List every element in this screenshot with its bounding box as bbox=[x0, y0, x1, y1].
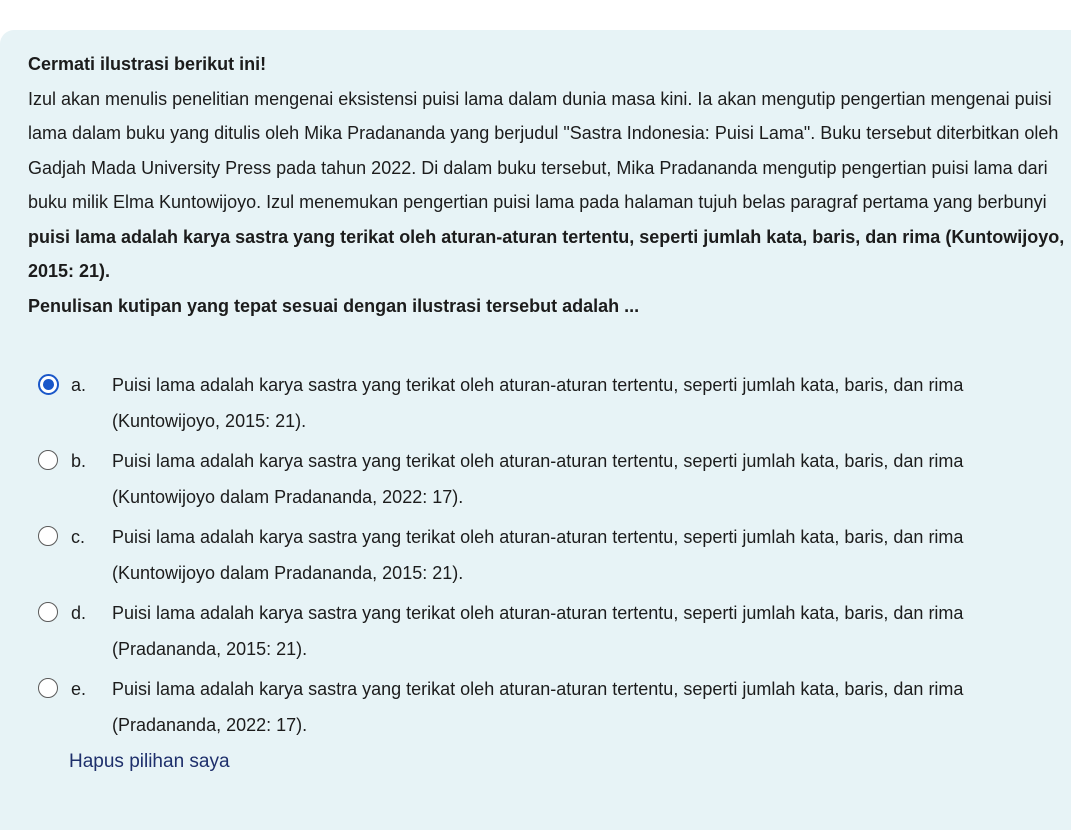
question-heading: Cermati ilustrasi berikut ini! bbox=[28, 54, 267, 74]
option-letter: d. bbox=[71, 603, 87, 623]
option-b[interactable] bbox=[38, 443, 1038, 519]
question-block bbox=[28, 47, 1068, 323]
radio-option-b[interactable] bbox=[38, 450, 58, 470]
radio-option-a[interactable] bbox=[38, 374, 59, 395]
option-a[interactable] bbox=[38, 367, 1038, 443]
option-text: Puisi lama adalah karya sastra yang terikat oleh aturan-aturan tertentu, seperti jumlah kata, baris, dan rima (Kuntowijoyo dalam Pradananda, 2015: 21). bbox=[112, 527, 964, 583]
question-body bbox=[28, 82, 1068, 289]
option-c[interactable] bbox=[38, 519, 1038, 595]
option-letter: b. bbox=[71, 451, 87, 471]
option-d[interactable] bbox=[38, 595, 1038, 671]
question-prompt: Penulisan kutipan yang tepat sesuai dengan ilustrasi tersebut adalah ... bbox=[28, 295, 640, 316]
option-text: Puisi lama adalah karya sastra yang terikat oleh aturan-aturan tertentu, seperti jumlah kata, baris, dan rima (Kuntowijoyo dalam Pradananda, 2022: 17). bbox=[112, 451, 964, 507]
option-text: Puisi lama adalah karya sastra yang terikat oleh aturan-aturan tertentu, seperti jumlah kata, baris, dan rima (Pradananda, 2015: 21). bbox=[112, 603, 964, 659]
radio-option-c[interactable] bbox=[38, 526, 58, 546]
option-letter: c. bbox=[71, 527, 86, 547]
option-letter: e. bbox=[71, 679, 87, 699]
radio-option-e[interactable] bbox=[38, 678, 58, 698]
option-letter: a. bbox=[71, 375, 87, 395]
question-body-quote: puisi lama adalah karya sastra yang terikat oleh aturan-aturan tertentu, seperti jumlah kata, baris, dan rima (Kuntowijoyo, 2015: 21). bbox=[28, 226, 1065, 281]
option-text: Puisi lama adalah karya sastra yang terikat oleh aturan-aturan tertentu, seperti jumlah kata, baris, dan rima (Kuntowijoyo, 2015: 21). bbox=[112, 375, 964, 431]
option-e[interactable] bbox=[38, 671, 1038, 747]
answer-options bbox=[38, 367, 1038, 747]
question-body-text: Izul akan menulis penelitian mengenai eksistensi puisi lama dalam dunia masa kini. Ia akan mengutip pengertian mengenai puisi lama dalam buku yang ditulis oleh Mika Pradananda yang berjudul "Sastra Indonesia: Puisi Lama". Buku tersebut diterbitkan oleh Gadjah Mada University Press pada tahun 2022. Di dalam buku tersebut, Mika Pradananda mengutip pengertian puisi lama dari buku milik Elma Kuntowijoyo. Izul menemukan pengertian puisi lama pada halaman tujuh belas paragraf pertama yang berbunyi bbox=[28, 88, 1059, 212]
option-text: Puisi lama adalah karya sastra yang terikat oleh aturan-aturan tertentu, seperti jumlah kata, baris, dan rima (Pradananda, 2022: 17). bbox=[112, 679, 964, 735]
radio-option-d[interactable] bbox=[38, 602, 58, 622]
clear-selection-link[interactable]: Hapus pilihan saya bbox=[69, 751, 230, 772]
